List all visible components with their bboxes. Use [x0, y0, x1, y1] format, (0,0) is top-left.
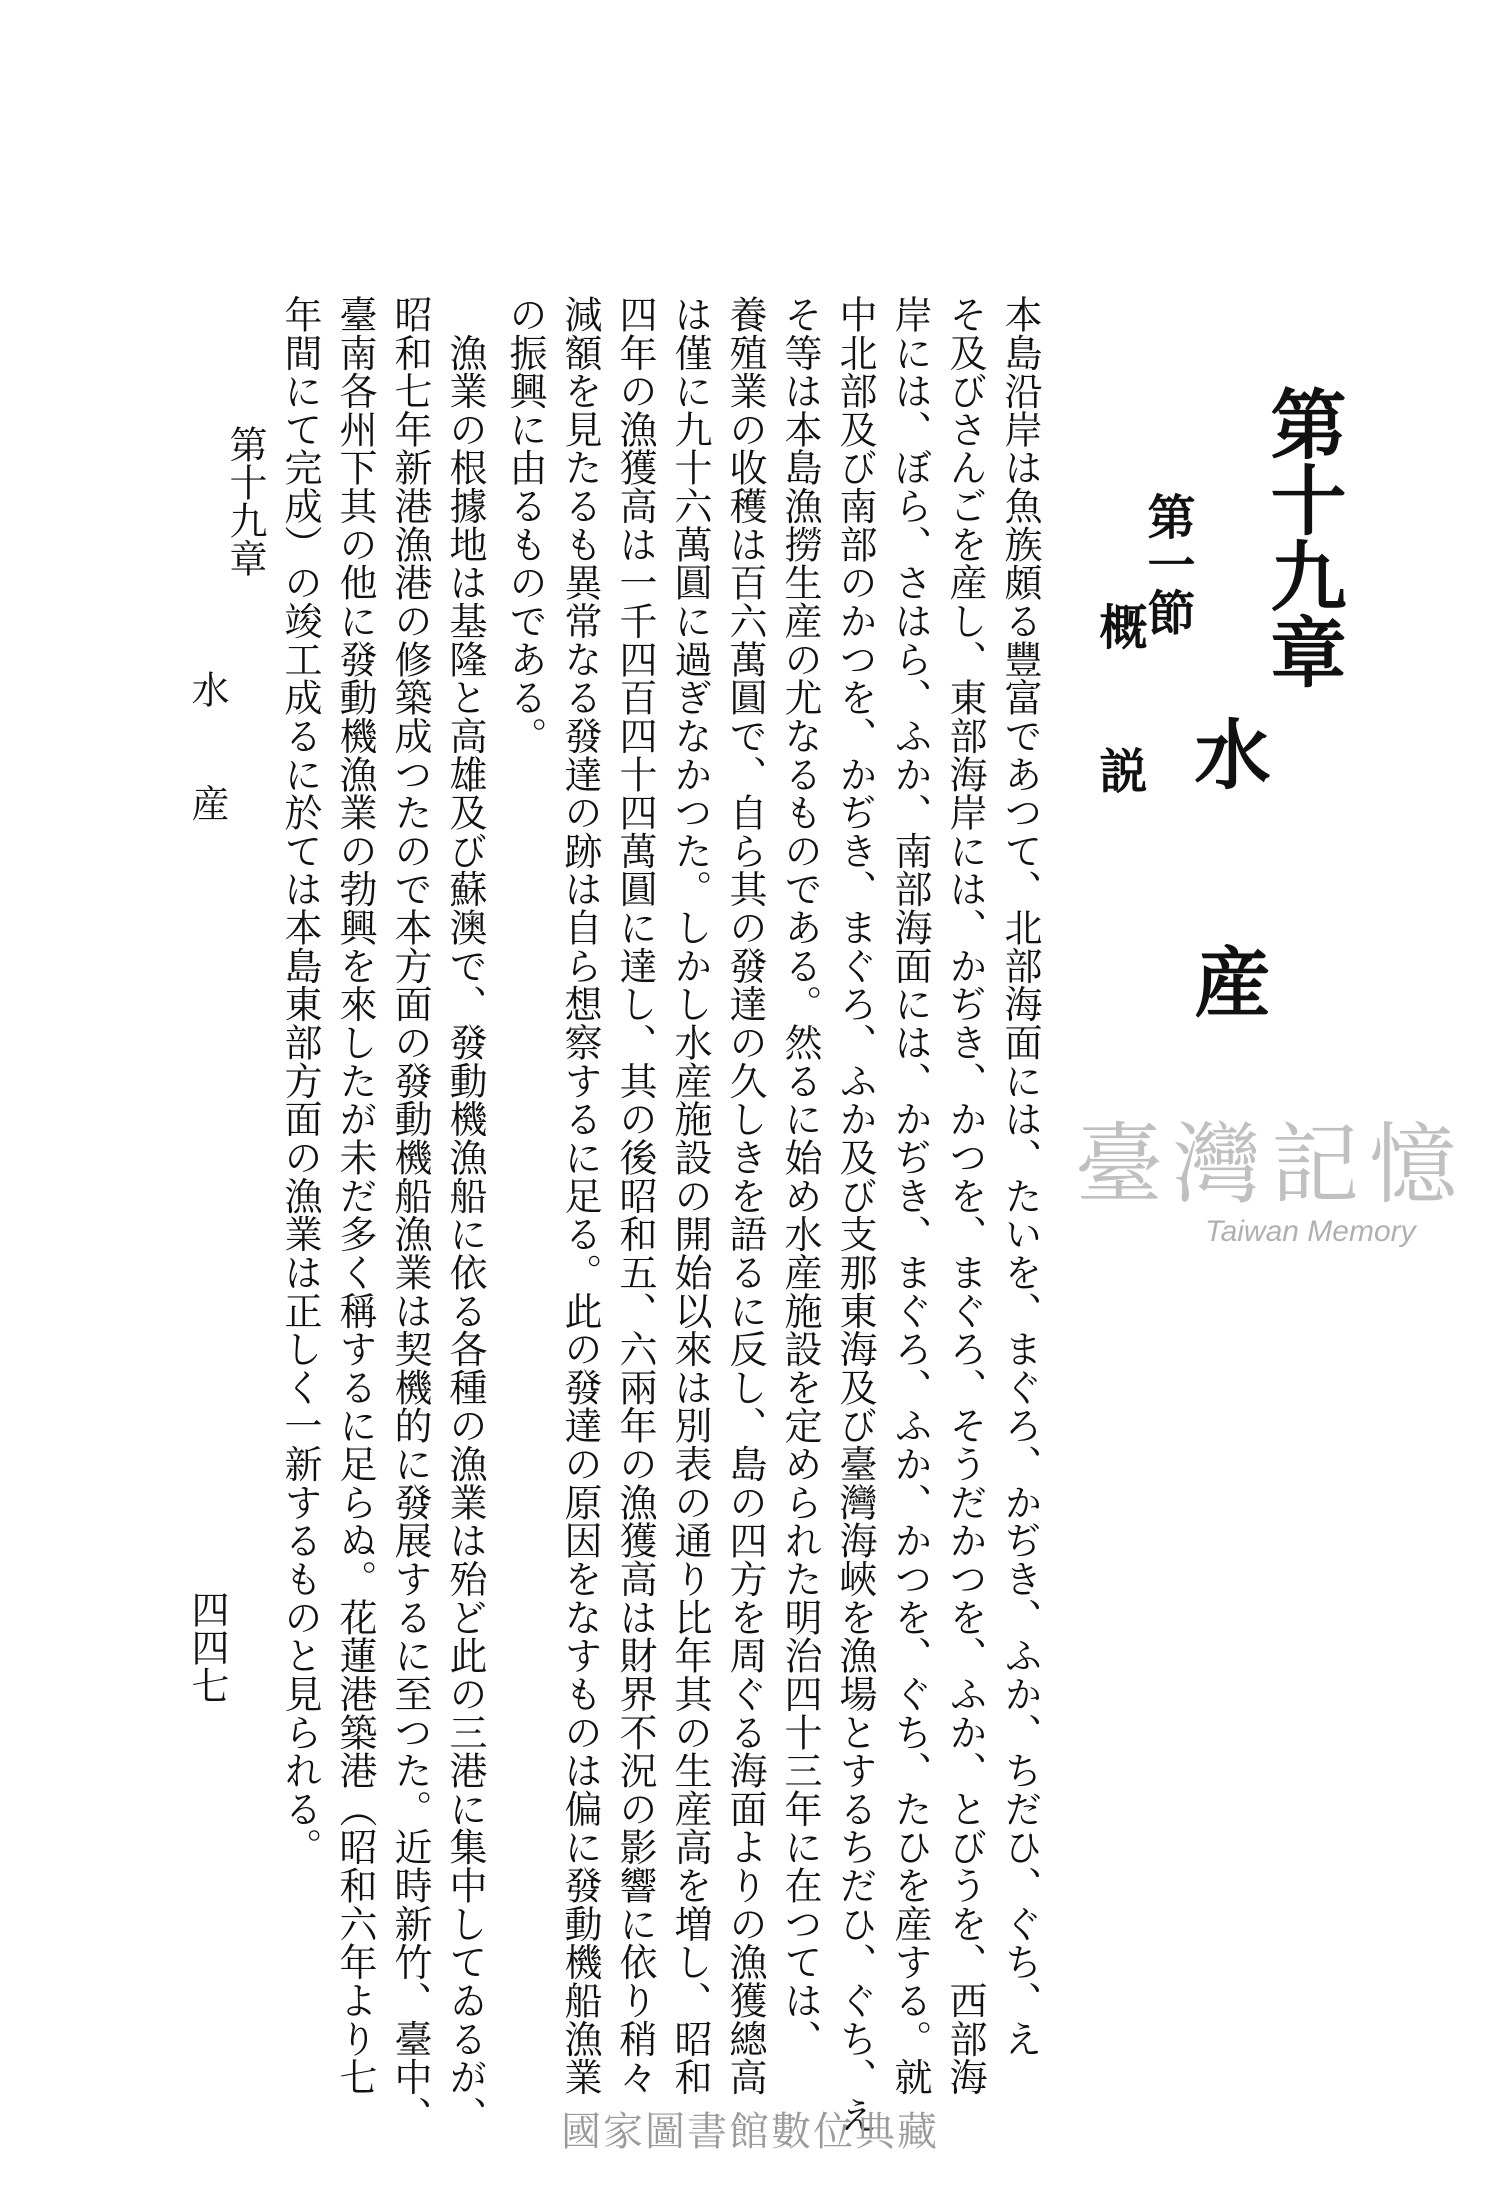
- body-column: 臺南各州下其の他に發動機漁業の勃興を來したが未だ多く稱するに足らぬ。花蓮港築港（昭和六年より七: [333, 295, 377, 2097]
- body-column: 本島沿岸は魚族頗る豐富であつて、北部海面には、たいを、まぐろ、かぢき、ふか、ちだひ、ぐち、え: [998, 295, 1042, 2058]
- body-column: そ等は本島漁撈生産の尤なるものである。然るに始め水産施設を定められた明治四十三年に在つては、: [778, 295, 822, 2058]
- body-column: そ及びさんごを産し、東部海岸には、かぢき、かつを、まぐろ、そうだかつを、ふか、とびうを、西部海: [943, 295, 987, 2097]
- section-heading: [1091, 492, 1195, 794]
- watermark-logo-text: 臺灣記憶: [1075, 1113, 1468, 1216]
- body-column: 養殖業の收穫は百六萬圓で、自ら其の發達の久しきを語るに反し、島の四方を周ぐる海面よりの漁獲總高: [723, 295, 767, 2097]
- body-column: 中北部及び南部のかつを、かぢき、まぐろ、ふか及び支那東海及び臺灣海峽を漁場とするちだひ、ぐち、え: [833, 295, 877, 2135]
- running-head-chapter: 第十九章: [223, 425, 267, 577]
- body-column: 岸には、ぼら、さはら、ふか、南部海面には、かぢき、まぐろ、ふか、かつを、ぐち、たひを産する。就: [888, 295, 932, 2097]
- body-column: 減額を見たるも異常なる發達の跡は自ら想察するに足る。此の發達の原因をなすものは偏に發動機船漁業: [558, 295, 602, 2097]
- running-head-subject: 水 産: [185, 670, 229, 822]
- body-column: 昭和七年新港漁港の修築成つたので本方面の發動機船漁業は契機的に發展するに至つた。近時新竹、臺中、: [388, 295, 432, 2135]
- body-column: の振興に由るものである。: [503, 295, 547, 755]
- section-subject: 概 説: [1091, 602, 1147, 794]
- body-column: 四年の漁獲高は一千四百四十四萬圓に達し、其の後昭和五、六兩年の漁獲高は財界不況の影響に依り稍々: [613, 295, 657, 2097]
- watermark-subtitle: Taiwan Memory: [1205, 1215, 1416, 1248]
- footer-credit: 國家圖書館數位典藏: [561, 2109, 939, 2155]
- chapter-heading: [1182, 385, 1347, 1019]
- body-column: 年間にて完成）の竣工成るに於ては本島東部方面の漁業は正しく一新するものと見られる。: [278, 295, 322, 1867]
- chapter-subject: 水 産: [1182, 715, 1271, 1019]
- running-head: [185, 425, 267, 822]
- body-column: 漁業の根據地は基隆と高雄及び蘇澳で、發動機漁船に依る各種の漁業は殆ど此の三港に集中してゐるが、: [443, 295, 487, 2135]
- chapter-number: 第十九章: [1258, 385, 1347, 689]
- section-number: 第一節: [1139, 492, 1195, 636]
- body-column: は僅に九十六萬圓に過ぎなかつた。しかし水産施設の開始以來は別表の通り比年其の生産高を増し、昭和: [668, 295, 712, 2097]
- page-number: 四四七: [185, 1590, 229, 1704]
